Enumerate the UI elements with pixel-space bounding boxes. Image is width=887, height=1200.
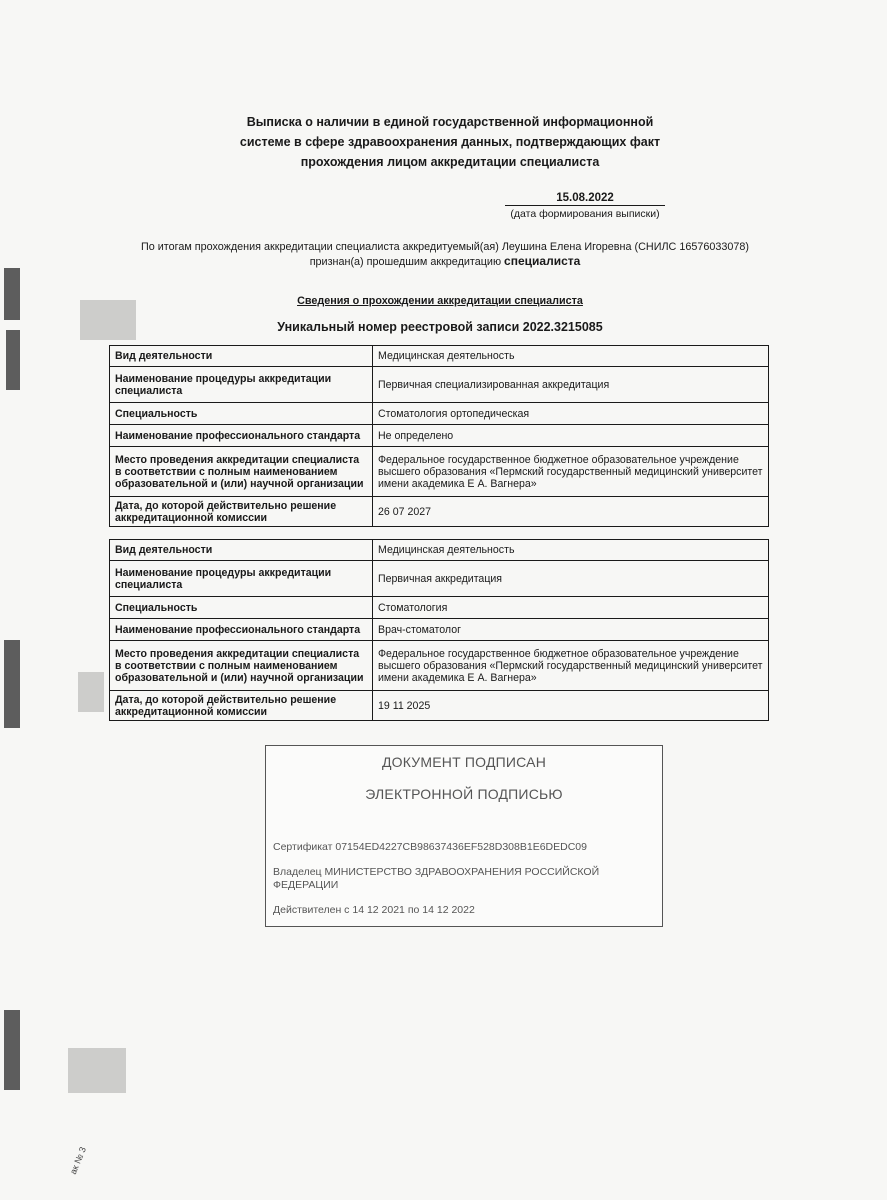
- row-label: Место проведения аккредитации специалиста в соответствии с полным наименованием образовательной и (или) научной организации: [110, 447, 373, 497]
- table-row: [110, 447, 769, 497]
- title-line: прохождения лицом аккредитации специалиста: [300, 155, 600, 169]
- scan-artifact: [6, 330, 20, 390]
- table-row: [110, 597, 769, 619]
- intro-text: [95, 240, 795, 269]
- table-row: [110, 497, 769, 527]
- row-value: Медицинская деятельность: [373, 540, 769, 561]
- row-label: Место проведения аккредитации специалиста в соответствии с полным наименованием образовательной и (или) научной организации: [110, 641, 373, 691]
- row-label: Вид деятельности: [110, 346, 373, 367]
- row-label: Дата, до которой действительно решение аккредитационной комиссии: [110, 497, 373, 527]
- table-row: [110, 540, 769, 561]
- row-value: Не определено: [373, 425, 769, 447]
- row-value: Медицинская деятельность: [373, 346, 769, 367]
- row-label: Специальность: [110, 403, 373, 425]
- formation-date: 15.08.2022: [505, 192, 665, 206]
- scan-artifact: [4, 1010, 20, 1090]
- row-value: 26 07 2027: [373, 497, 769, 527]
- scan-artifact: [78, 672, 104, 712]
- row-label: Наименование процедуры аккредитации специалиста: [110, 561, 373, 597]
- formation-date-caption: (дата формирования выписки): [510, 208, 660, 220]
- row-label: Вид деятельности: [110, 540, 373, 561]
- row-label: Наименование профессионального стандарта: [110, 619, 373, 641]
- row-value: Федеральное государственное бюджетное образовательное учреждение высшего образования «Пермский государственный медицинский университет имени академика Е А. Вагнера»: [373, 447, 769, 497]
- signature-owner: Владелец МИНИСТЕРСТВО ЗДРАВООХРАНЕНИЯ РОССИЙСКОЙ ФЕДЕРАЦИИ: [273, 866, 600, 891]
- row-value: 19 11 2025: [373, 691, 769, 721]
- signature-certificate: Сертификат 07154ED4227CB98637436EF528D308B1E6DEDC09: [273, 841, 587, 853]
- row-value: Первичная аккредитация: [373, 561, 769, 597]
- row-label: Наименование профессионального стандарта: [110, 425, 373, 447]
- signature-stamp: [265, 745, 663, 927]
- table-row: [110, 425, 769, 447]
- row-label: Наименование процедуры аккредитации специалиста: [110, 367, 373, 403]
- title-line: Выписка о наличии в единой государственной информационной: [246, 115, 654, 129]
- row-label: Дата, до которой действительно решение аккредитационной комиссии: [110, 691, 373, 721]
- intro-line: [95, 254, 795, 269]
- side-stamp: ак № 3: [68, 1145, 88, 1176]
- scan-artifact: [68, 1048, 126, 1093]
- row-value: Врач-стоматолог: [373, 619, 769, 641]
- intro-line: По итогам прохождения аккредитации специалиста аккредитуемый(ая) Леушина Елена Игоревна (СНИЛС 16576033078): [141, 241, 749, 253]
- table-row: [110, 561, 769, 597]
- document-title: [200, 112, 700, 172]
- scan-artifact: [80, 300, 136, 340]
- accreditation-table: [109, 539, 769, 721]
- title-line: системе в сфере здравоохранения данных, подтверждающих факт: [239, 135, 661, 149]
- signature-title: ДОКУМЕНТ ПОДПИСАН: [381, 754, 547, 770]
- scan-artifact: [4, 640, 20, 728]
- formation-date-block: [505, 192, 665, 220]
- row-label: Специальность: [110, 597, 373, 619]
- accreditation-table: [109, 345, 769, 527]
- row-value: Первичная специализированная аккредитация: [373, 367, 769, 403]
- table-row: [110, 691, 769, 721]
- intro-line-prefix: признан(а) прошедшим аккредитацию: [309, 256, 502, 268]
- table-row: [110, 619, 769, 641]
- scan-artifact: [4, 268, 20, 320]
- row-value: Стоматология ортопедическая: [373, 403, 769, 425]
- table-row: [110, 641, 769, 691]
- registry-number: Уникальный номер реестровой записи 2022.3215085: [277, 320, 603, 334]
- signature-subtitle: ЭЛЕКТРОННОЙ ПОДПИСЬЮ: [365, 786, 563, 802]
- section-heading: Сведения о прохождении аккредитации специалиста: [297, 295, 583, 307]
- signature-validity: Действителен с 14 12 2021 по 14 12 2022: [273, 904, 475, 916]
- table-row: [110, 346, 769, 367]
- row-value: Федеральное государственное бюджетное образовательное учреждение высшего образования «Пермский государственный медицинский университет имени академика Е А. Вагнера»: [373, 641, 769, 691]
- intro-line-emphasis: специалиста: [504, 254, 581, 268]
- table-row: [110, 367, 769, 403]
- row-value: Стоматология: [373, 597, 769, 619]
- table-row: [110, 403, 769, 425]
